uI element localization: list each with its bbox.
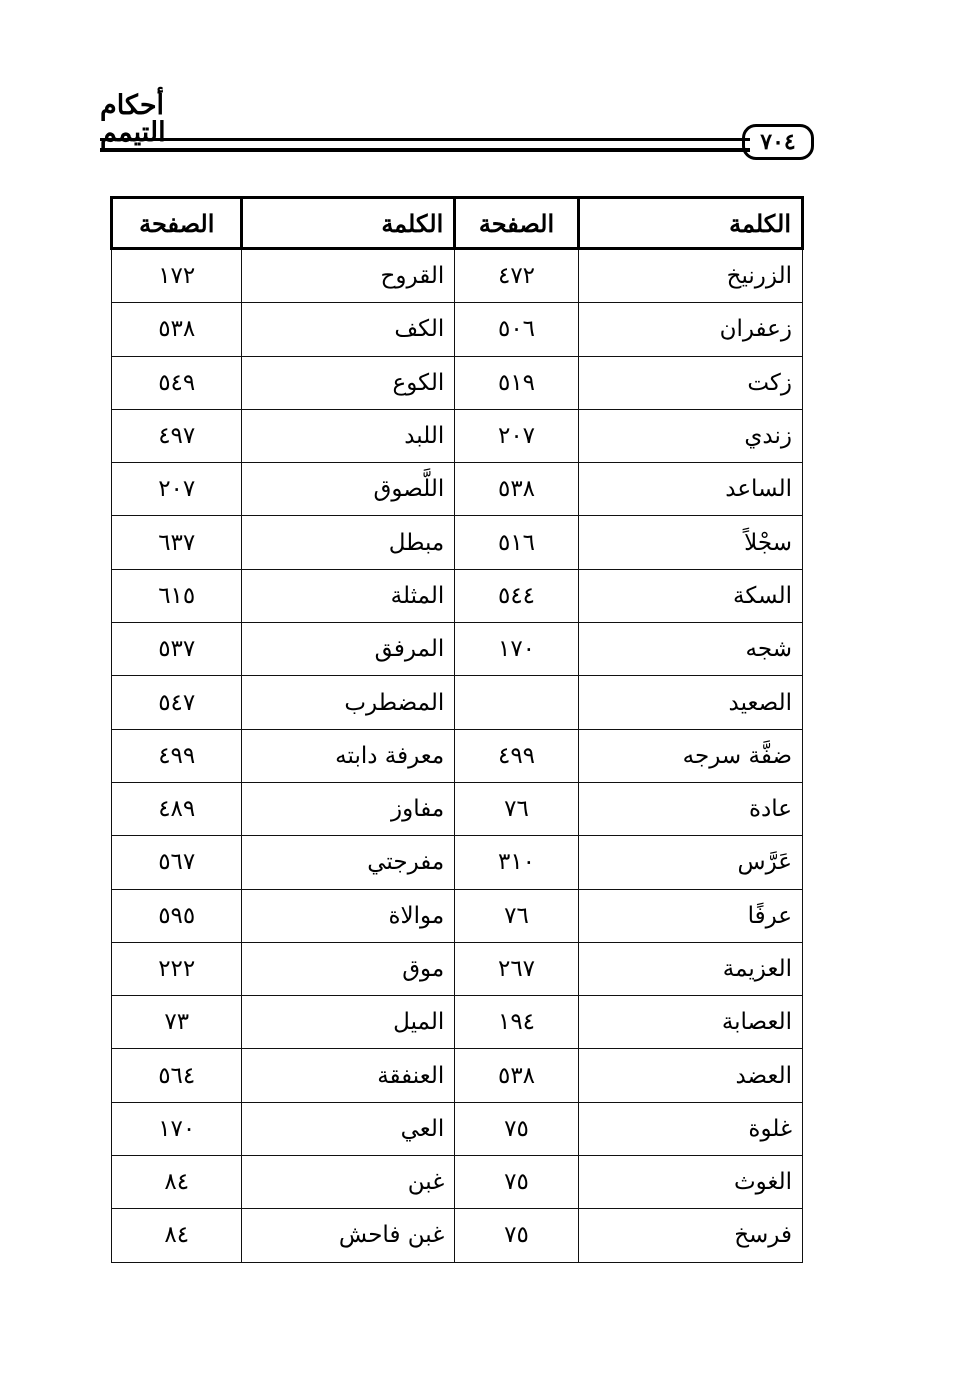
page-cell: ١٧٠	[455, 623, 579, 676]
word-cell: مبطل	[242, 516, 455, 569]
word-cell: شجه	[578, 623, 802, 676]
word-cell: اللبد	[242, 409, 455, 462]
page-cell: ٥٩٥	[112, 889, 242, 942]
word-cell: الساعد	[578, 463, 802, 516]
page-cell: ٧٥	[455, 1156, 579, 1209]
table-row	[112, 516, 803, 569]
column-header-word: الكلمة	[578, 198, 802, 249]
page-cell: ٥٠٦	[455, 303, 579, 356]
page-cell: ٧٣	[112, 996, 242, 1049]
page-cell: ١٧٢	[112, 249, 242, 303]
page-cell: ٤٩٩	[112, 729, 242, 782]
word-cell: زكت	[578, 356, 802, 409]
page-cell: ٥٦٧	[112, 836, 242, 889]
page-cell: ٢٦٧	[455, 942, 579, 995]
word-cell: السكة	[578, 569, 802, 622]
word-cell: العضد	[578, 1049, 802, 1102]
word-cell: العزيمة	[578, 942, 802, 995]
column-header-page: الصفحة	[112, 198, 242, 249]
page-cell: ٤٩٧	[112, 409, 242, 462]
table-row	[112, 249, 803, 303]
table-body	[112, 249, 803, 1263]
table-row	[112, 463, 803, 516]
word-cell: اللَّصوق	[242, 463, 455, 516]
word-cell: الزرنيخ	[578, 249, 802, 303]
word-cell: المرفق	[242, 623, 455, 676]
word-cell: العي	[242, 1102, 455, 1155]
table-row	[112, 409, 803, 462]
page-cell: ٨٤	[112, 1209, 242, 1262]
word-cell: المثلة	[242, 569, 455, 622]
page-cell	[455, 676, 579, 729]
page-cell: ٥٦٤	[112, 1049, 242, 1102]
word-cell: الغوث	[578, 1156, 802, 1209]
word-cell: موق	[242, 942, 455, 995]
table-row	[112, 303, 803, 356]
table-header-row	[112, 198, 803, 249]
word-cell: سجْلاً	[578, 516, 802, 569]
book-title: أحكام التيمم	[100, 90, 166, 148]
page-cell: ٤٧٢	[455, 249, 579, 303]
word-cell: عَرَّس	[578, 836, 802, 889]
page-cell: ٢٠٧	[112, 463, 242, 516]
glossary-index-table	[110, 196, 804, 1263]
page-cell: ٥٤٩	[112, 356, 242, 409]
word-cell: غبن فاحش	[242, 1209, 455, 1262]
word-cell: معرفة دابته	[242, 729, 455, 782]
word-cell: مفرجتي	[242, 836, 455, 889]
page-cell: ٧٥	[455, 1102, 579, 1155]
page-cell: ١٧٠	[112, 1102, 242, 1155]
page-cell: ٧٦	[455, 782, 579, 835]
page-cell: ١٩٤	[455, 996, 579, 1049]
table-row	[112, 1102, 803, 1155]
header-divider	[100, 138, 750, 152]
word-cell: زعفران	[578, 303, 802, 356]
word-cell: الكوع	[242, 356, 455, 409]
word-cell: الميل	[242, 996, 455, 1049]
table-row	[112, 1049, 803, 1102]
column-header-page: الصفحة	[455, 198, 579, 249]
page-cell: ٢٢٢	[112, 942, 242, 995]
word-cell: عادة	[578, 782, 802, 835]
table-row	[112, 1156, 803, 1209]
page-cell: ٣١٠	[455, 836, 579, 889]
page-cell: ٦١٥	[112, 569, 242, 622]
table-row	[112, 782, 803, 835]
page-cell: ٥١٦	[455, 516, 579, 569]
table-row	[112, 729, 803, 782]
word-cell: موالاة	[242, 889, 455, 942]
word-cell: الكف	[242, 303, 455, 356]
word-cell: ضفَّة سرجه	[578, 729, 802, 782]
word-cell: العنفقة	[242, 1049, 455, 1102]
page-cell: ٥٣٨	[455, 463, 579, 516]
page-cell: ٦٣٧	[112, 516, 242, 569]
page-cell: ٨٤	[112, 1156, 242, 1209]
page-cell: ٥٣٨	[112, 303, 242, 356]
word-cell: الصعيد	[578, 676, 802, 729]
word-cell: غبن	[242, 1156, 455, 1209]
page-cell: ٢٠٧	[455, 409, 579, 462]
table-row	[112, 836, 803, 889]
table-row	[112, 676, 803, 729]
page-cell: ٧٥	[455, 1209, 579, 1262]
page-cell: ٥٤٧	[112, 676, 242, 729]
column-header-word: الكلمة	[242, 198, 455, 249]
table-row	[112, 889, 803, 942]
table-row	[112, 356, 803, 409]
word-cell: مفاوز	[242, 782, 455, 835]
table-row	[112, 569, 803, 622]
page-cell: ٥٣٨	[455, 1049, 579, 1102]
table-row	[112, 623, 803, 676]
word-cell: زندي	[578, 409, 802, 462]
word-cell: العصابة	[578, 996, 802, 1049]
page-cell: ٥١٩	[455, 356, 579, 409]
word-cell: المضطرب	[242, 676, 455, 729]
word-cell: فرسخ	[578, 1209, 802, 1262]
page-cell: ٤٩٩	[455, 729, 579, 782]
word-cell: القروح	[242, 249, 455, 303]
table-row	[112, 996, 803, 1049]
page-cell: ٥٣٧	[112, 623, 242, 676]
page-cell: ٥٤٤	[455, 569, 579, 622]
table-row	[112, 1209, 803, 1262]
page-cell: ٤٨٩	[112, 782, 242, 835]
page-number: ٧٠٤	[742, 124, 814, 160]
word-cell: غلوة	[578, 1102, 802, 1155]
page-cell: ٧٦	[455, 889, 579, 942]
table-row	[112, 942, 803, 995]
word-cell: عرفًا	[578, 889, 802, 942]
